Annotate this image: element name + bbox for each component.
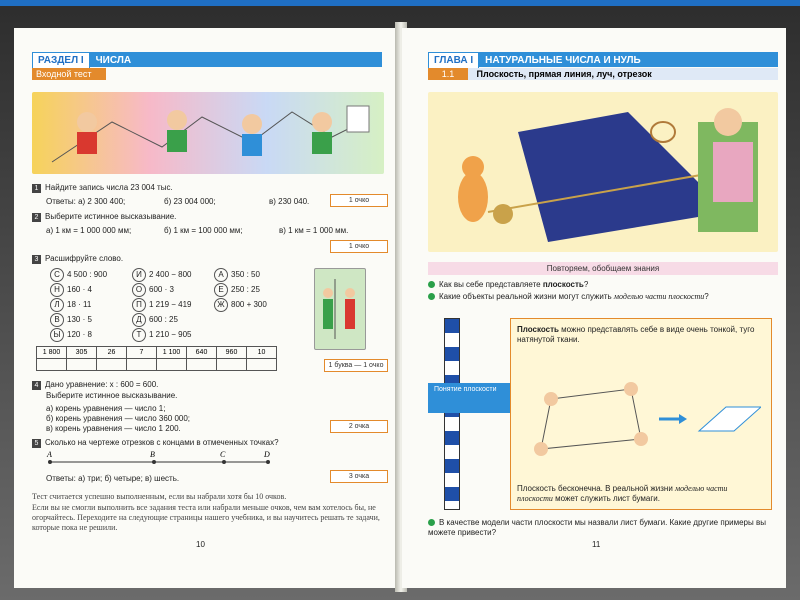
concept-label: Понятие плоскости xyxy=(434,386,497,393)
bullet-icon xyxy=(428,281,435,288)
label-D: D xyxy=(264,450,270,459)
code-cell: 1 800 xyxy=(37,347,67,359)
chapter-tag: ГЛАВА I xyxy=(428,52,479,69)
right-page-number: 11 xyxy=(592,540,601,549)
answer-cell[interactable] xyxy=(67,359,97,371)
code-cell: 26 xyxy=(97,347,127,359)
q5-answers: Ответы: а) три; б) четыре; в) шесть. xyxy=(46,474,180,483)
bullet-2-text: Какие объекты реальной жизни могут служить xyxy=(439,292,614,301)
bullet-1-term: плоскость xyxy=(542,280,584,289)
infinite-text-a: Плоскость бесконечна. В реальной жизни xyxy=(517,484,676,493)
q5-points: 3 очка xyxy=(330,470,388,483)
cipher-letter: П xyxy=(132,298,146,312)
point-C xyxy=(222,460,226,464)
code-cell: 305 xyxy=(67,347,97,359)
chapter-header xyxy=(428,52,778,67)
cipher-expression: 18 · 11 xyxy=(67,300,92,309)
codes-row xyxy=(37,347,277,359)
cipher-letter: Л xyxy=(50,298,64,312)
cipher-letter: Т xyxy=(132,328,146,342)
bullet-icon xyxy=(428,293,435,300)
definition-body: можно представлять себе в виде очень тонкой, туго натянутой ткани. xyxy=(517,325,755,344)
code-cell: 10 xyxy=(247,347,277,359)
q1-points: 1 очко xyxy=(330,194,388,207)
q4-sub: Выберите истинное высказывание. xyxy=(46,391,178,400)
q1-title: Найдите запись числа 23 004 тыс. xyxy=(45,183,173,192)
cipher-item xyxy=(50,283,92,297)
cipher-item xyxy=(132,298,191,312)
q2-option-a: а) 1 км = 1 000 000 мм; xyxy=(46,226,132,235)
code-cell: 640 xyxy=(187,347,217,359)
bullet-2 xyxy=(428,292,709,301)
cipher-expression: 1 219 − 419 xyxy=(149,300,192,309)
point-A xyxy=(48,460,52,464)
footer-paragraph: Если вы не смогли выполнить все задания теста или набрали меньше очков, чем вам хотелось бы, не огорчайтесь. Переходите на следующие страницы нашего учебника, и вы научитесь решать те задачи, которые пока не решили. xyxy=(32,503,380,532)
cipher-item xyxy=(132,268,191,282)
bottom-question xyxy=(428,518,773,538)
cipher-expression: 120 · 8 xyxy=(67,330,92,339)
q4-title: Дано уравнение: x : 600 = 600. xyxy=(45,380,159,389)
answer-cell[interactable] xyxy=(187,359,217,371)
cat-grandma-illustration xyxy=(428,92,778,252)
q4-option-c: в) корень уравнения — число 1 200. xyxy=(46,424,181,433)
cipher-expression: 4 500 : 900 xyxy=(67,270,108,279)
cipher-item xyxy=(50,268,107,282)
infinite-text-c: может служить лист бумаги. xyxy=(552,494,660,503)
cat-grandma-drawing xyxy=(428,92,778,252)
warriors-illustration xyxy=(314,268,366,350)
warriors-drawing xyxy=(315,269,365,349)
kids-drawing xyxy=(32,92,384,174)
q1-answer-b: б) 23 004 000; xyxy=(164,197,216,206)
definition-term: Плоскость xyxy=(517,325,559,334)
answer-cell[interactable] xyxy=(157,359,187,371)
segment-drawing xyxy=(44,450,274,470)
bullet-icon xyxy=(428,519,435,526)
cipher-letter: О xyxy=(132,283,146,297)
answers-row xyxy=(37,359,277,371)
cipher-expression: 350 : 50 xyxy=(231,270,260,279)
cipher-expression: 600 · 3 xyxy=(149,285,174,294)
cipher-letter: Ж xyxy=(214,298,228,312)
code-cell: 960 xyxy=(217,347,247,359)
cipher-item xyxy=(214,283,260,297)
cipher-expression: 600 : 25 xyxy=(149,315,178,324)
cipher-letter: Д xyxy=(132,313,146,327)
definition-box xyxy=(510,318,772,510)
section-title-right: Плоскость, прямая линия, луч, отрезок xyxy=(476,69,652,79)
answer-cell[interactable] xyxy=(97,359,127,371)
cipher-expression: 250 : 25 xyxy=(231,285,260,294)
border-post xyxy=(444,318,460,510)
q4-option-a: а) корень уравнения — число 1; xyxy=(46,404,166,413)
label-C: C xyxy=(220,450,226,459)
right-page xyxy=(402,28,786,588)
cipher-letter: И xyxy=(132,268,146,282)
question-4: 4 Дано уравнение: x : 600 = 600. xyxy=(32,380,158,390)
viewer-top-bar xyxy=(0,0,800,6)
label-B: B xyxy=(150,450,155,459)
label-A: A xyxy=(47,450,52,459)
code-cell: 7 xyxy=(127,347,157,359)
q2-title: Выберите истинное высказывание. xyxy=(45,212,177,221)
left-page xyxy=(14,28,398,588)
codes-table xyxy=(36,346,277,371)
question-5: 5 Сколько на чертеже отрезков с концами в отмеченных точках? xyxy=(32,438,279,448)
answer-cell[interactable] xyxy=(37,359,67,371)
q3-title: Расшифруйте слово. xyxy=(45,254,124,263)
bullet-1-end: ? xyxy=(583,280,589,289)
q5-title: Сколько на чертеже отрезков с концами в отмеченных точках? xyxy=(45,438,279,447)
point-B xyxy=(152,460,156,464)
entry-test-label: Входной тест xyxy=(32,68,106,80)
q2-option-b: б) 1 км = 100 000 мм; xyxy=(164,226,243,235)
bullet-1 xyxy=(428,280,588,289)
q2-option-c: в) 1 км = 1 000 мм. xyxy=(279,226,349,235)
cipher-letter: Е xyxy=(214,283,228,297)
chapter-title: НАТУРАЛЬНЫЕ ЧИСЛА И НУЛЬ xyxy=(485,55,641,66)
answer-cell[interactable] xyxy=(127,359,157,371)
bullet-2-term: моделью части плоскости xyxy=(613,292,705,301)
question-1: 1 Найдите запись числа 23 004 тыс. xyxy=(32,183,173,193)
section-header xyxy=(32,52,382,67)
question-2: 2 Выберите истинное высказывание. xyxy=(32,212,176,222)
infinite-text xyxy=(517,484,762,504)
cipher-expression: 2 400 − 800 xyxy=(149,270,192,279)
cipher-expression: 1 210 − 905 xyxy=(149,330,192,339)
point-D xyxy=(266,460,270,464)
definition-text xyxy=(517,325,762,345)
cipher-item xyxy=(132,328,191,342)
answer-cell[interactable] xyxy=(217,359,247,371)
concept-arrow xyxy=(428,383,510,413)
q4-points: 2 очка xyxy=(330,420,388,433)
cipher-letter: В xyxy=(50,313,64,327)
cipher-letter: А xyxy=(214,268,228,282)
cipher-item xyxy=(214,268,260,282)
bullet-1-text: Как вы себе представляете xyxy=(439,280,543,289)
running-kids-illustration xyxy=(32,92,384,174)
repeat-banner: Повторяем, обобщаем знания xyxy=(428,262,778,275)
fabric-stretch-drawing xyxy=(521,359,761,459)
infinite-term: моделью части плоскости xyxy=(517,484,728,503)
q3-points: 1 буква — 1 очко xyxy=(324,359,388,372)
cipher-letter: Ы xyxy=(50,328,64,342)
left-page-number: 10 xyxy=(196,540,205,549)
cipher-letter: С xyxy=(50,268,64,282)
bullet-2-end: ? xyxy=(704,292,709,301)
section-number: 1.1 xyxy=(428,68,468,80)
q1-answer-c: в) 230 040. xyxy=(269,197,310,206)
cipher-expression: 160 · 4 xyxy=(67,285,92,294)
cipher-item xyxy=(50,298,91,312)
cipher-expression: 130 · 5 xyxy=(67,315,92,324)
question-3: 3 Расшифруйте слово. xyxy=(32,254,123,264)
cipher-expression: 800 + 300 xyxy=(231,300,267,309)
bottom-question-text: В качестве модели части плоскости мы назвали лист бумаги. Какие другие примеры вы можете привести? xyxy=(428,518,766,537)
cipher-item xyxy=(50,328,92,342)
code-cell: 1 100 xyxy=(157,347,187,359)
cipher-letter: Н xyxy=(50,283,64,297)
q2-points: 1 очко xyxy=(330,240,388,253)
cipher-item xyxy=(50,313,92,327)
footer-line-1: Тест считается успешно выполненным, если вы набрали хотя бы 10 очков. xyxy=(32,492,287,501)
cipher-item xyxy=(132,313,178,327)
section-title: ЧИСЛА xyxy=(95,55,132,66)
section-bar xyxy=(428,68,778,80)
section-tag: РАЗДЕЛ I xyxy=(32,52,90,69)
q1-answer-a: Ответы: а) 2 300 400; xyxy=(46,197,126,206)
cipher-item xyxy=(214,298,267,312)
q4-option-b: б) корень уравнения — число 360 000; xyxy=(46,414,191,423)
answer-cell[interactable] xyxy=(247,359,277,371)
cipher-item xyxy=(132,283,174,297)
